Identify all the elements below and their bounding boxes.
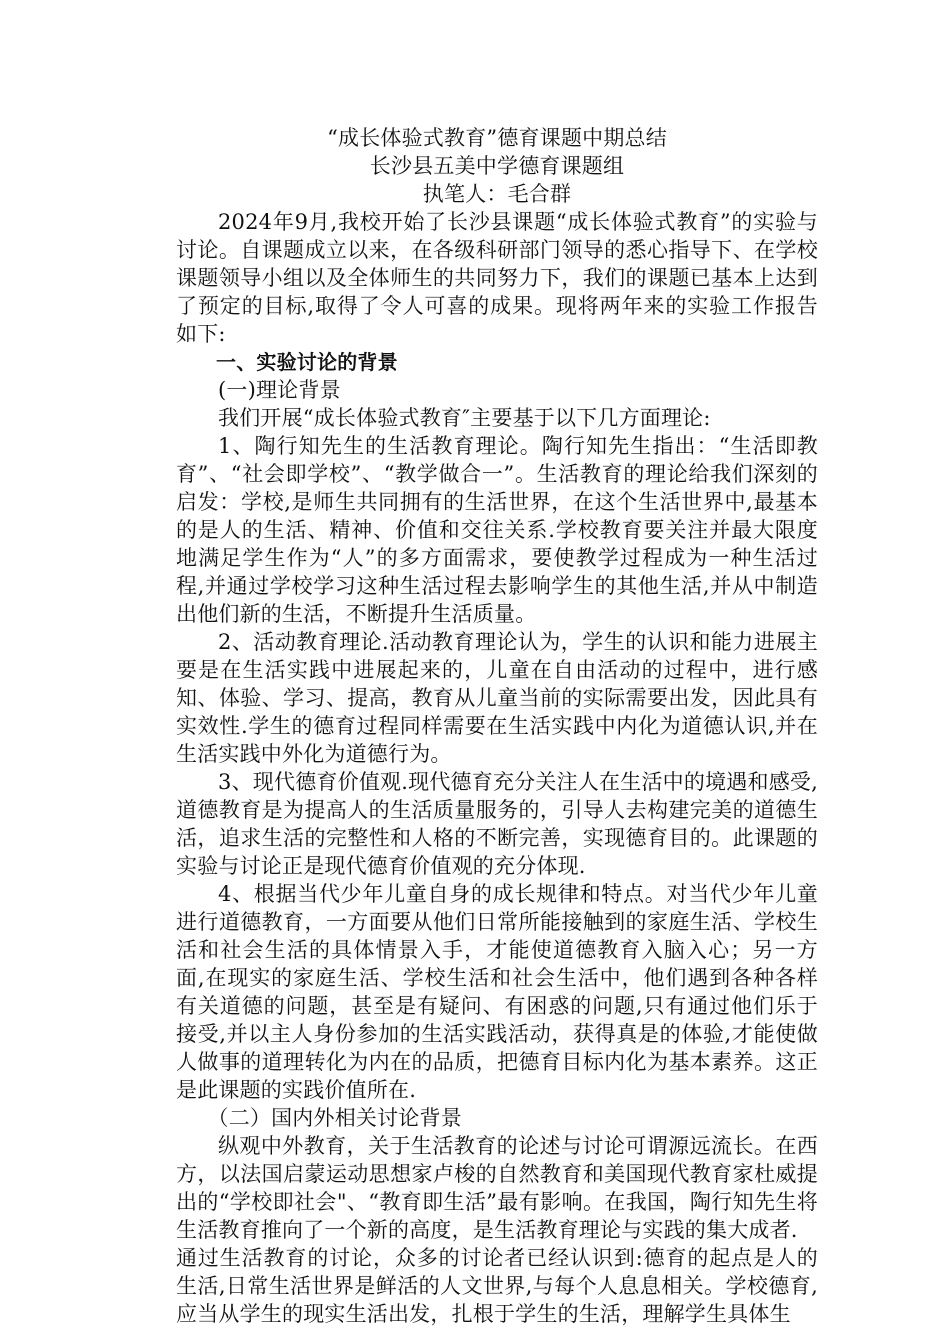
theory-item-2: 2、活动教育理论.活动教育理论认为，学生的认识和能力进展主要是在生活实践中进展起来的，儿童在自由活动的过程中，进行感知、体验、学习、提高，教育从儿童当前的实际需要出发，因此具有实效性.学生的德育过程同样需要在生活实践中内化为道德认识,并在生活实践中外化为道德行为。 — [176, 630, 818, 766]
document-page — [176, 124, 818, 1328]
life-education-paragraph: 通过生活教育的讨论，众多的讨论者已经认识到:德育的起点是人的生活,日常生活世界是鲜活的人文世界,与每个人息息相关。学校德育,应当从学生的现实生活出发，扎根于学生的生活，理解学生具体生 — [176, 1246, 818, 1326]
section-heading-background: 一、实验讨论的背景 — [216, 350, 398, 374]
document-title: “成长体验式教育”德育课题中期总结 — [327, 126, 667, 150]
theory-item-4: 4、根据当代少年儿童自身的成长规律和特点。对当代少年儿童进行道德教育，一方面要从他们日常所能接触到的家庭生活、学校生活和社会生活的具体情景入手，才能使道德教育入脑入心；另一方面,在现实的家庭生活、学校生活和社会生活中，他们遇到各种各样有关道德的问题，甚至是有疑问、有困惑的问题,只有通过他们乐于接受,并以主人身份参加的生活实践活动，获得真是的体验,才能使做人做事的道理转化为内在的品质，把德育目标内化为基本素养。这正是此课题的实践价值所在. — [176, 882, 818, 1102]
theory-item-3: 3、现代德育价值观.现代德育充分关注人在生活中的境遇和感受,道德教育是为提高人的生活质量服务的，引导人去构建完美的道德生活，追求生活的完整性和人格的不断完善，实现德育目的。此课题的实验与讨论正是现代德育价值观的充分体现. — [176, 770, 818, 878]
intro-paragraph: 2024年9月,我校开始了长沙县课题“成长体验式教育”的实验与讨论。自课题成立以来，在各级科研部门领导的悉心指导下、在学校课题领导小组以及全体师生的共同努力下，我们的课题已基本上达到了预定的目标,取得了令人可喜的成果。现将两年来的实验工作报告如下: — [176, 210, 818, 346]
theory-item-1: 1、陶行知先生的生活教育理论。陶行知先生指出：“生活即教育”、“社会即学校”、“教学做合一”。生活教育的理论给我们深刻的启发：学校,是师生共同拥有的生活世界，在这个生活世界中,最基本的是人的生活、精神、价值和交往关系.学校教育要关注并最大限度地满足学生作为“人”的多方面需求，要使教学过程成为一种生活过程,并通过学校学习这种生活过程去影响学生的其他生活,并从中制造出他们新的生活，不断提升生活质量。 — [176, 434, 818, 626]
theory-lead-paragraph: 我们开展“成长体验式教育″主要基于以下几方面理论: — [218, 406, 711, 430]
author-group: 长沙县五美中学德育课题组 — [369, 154, 625, 178]
history-paragraph: 纵观中外教育，关于生活教育的论述与讨论可谓源远流长。在西方，以法国启蒙运动思想家卢梭的自然教育和美国现代教育家杜威提出的“学校即社会"、“教育即生活”最有影响。在我国，陶行知先生将生活教育推向了一个新的高度，是生活教育理论与实践的集大成者. — [176, 1134, 818, 1242]
subheading-research-background: （二）国内外相关讨论背景 — [207, 1106, 462, 1130]
subheading-theory: (一)理论背景 — [218, 378, 341, 402]
author-name: 执笔人：毛合群 — [422, 182, 572, 206]
